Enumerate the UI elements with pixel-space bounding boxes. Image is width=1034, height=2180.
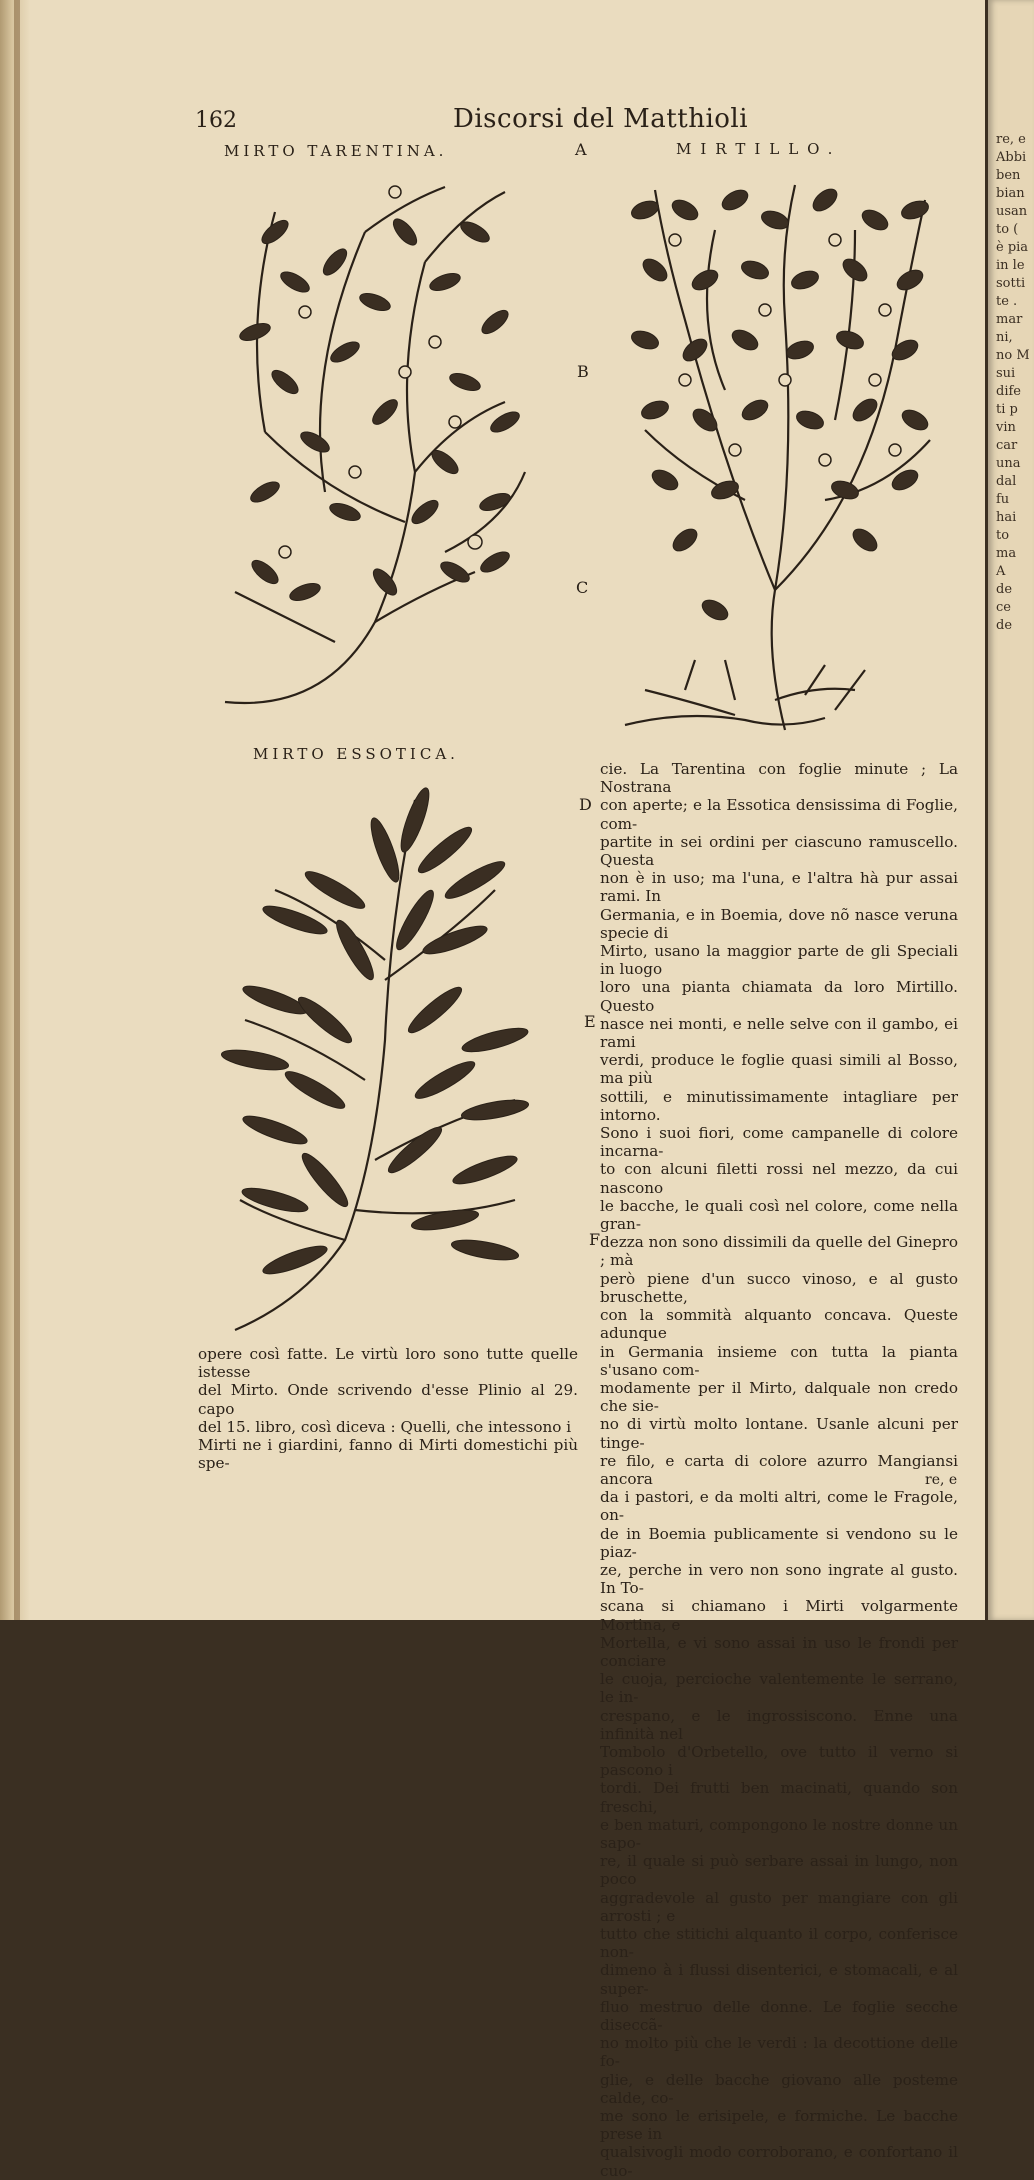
- text-line: glie, e delle bacche giovano alle posteme calde, co-: [600, 2070, 958, 2107]
- text-line: da i pastori, e da molti altri, come le Fragole, on-: [600, 1488, 958, 1525]
- margin-letter-c: C: [576, 578, 589, 597]
- text-line: tordi. Dei frutti ben macinati, quando son freschi,: [600, 1779, 958, 1816]
- facing-text: ma: [996, 546, 1017, 561]
- facing-text: de: [996, 618, 1013, 633]
- text-line: fluo mestruo delle donne. Le foglie secche diseccã-: [600, 1997, 958, 2035]
- facing-text: de: [996, 582, 1013, 597]
- text-line: sottili, e minutissimamente intagliare per intorno.: [600, 1087, 958, 1124]
- facing-text: usan: [996, 204, 1028, 219]
- facing-page-edge: [985, 0, 1034, 1620]
- margin-letter-e: E: [584, 1012, 596, 1031]
- woodcut-mirto-essotica: [215, 780, 545, 1335]
- text-line: opere così fatte. Le virtù loro sono tutte quelle istesse: [198, 1345, 578, 1382]
- text-line: modamente per il Mirto, dalquale non credo che sie-: [600, 1378, 958, 1416]
- text-line: re filo, e carta di colore azurro Mangiansi ancora: [600, 1451, 958, 1488]
- woodcut-mirto-tarentina: [205, 172, 535, 722]
- facing-text: vin: [996, 420, 1016, 435]
- facing-text: dife: [996, 384, 1021, 399]
- text-line: del 15. libro, così diceva : Quelli, che intessono i: [198, 1417, 572, 1436]
- facing-text: ti p: [996, 402, 1018, 417]
- text-line: del Mirto. Onde scrivendo d'esse Plinio al 29. capo: [198, 1381, 578, 1418]
- text-line: crespano, e le ingrossiscono. Enne una infinità nel: [600, 1706, 958, 1743]
- text-line: e ben maturi, compongono le nostre donne un sapo-: [600, 1815, 958, 1852]
- text-line: me sono le erisipele, e formiche. Le bacche prese in: [600, 2107, 958, 2144]
- text-line: Tombolo d'Orbetello, ove tutto il verno si pascono i: [600, 1742, 958, 1780]
- margin-letter-d: D: [579, 795, 592, 814]
- text-line: nasce nei monti, e nelle selve con il gambo, ei rami: [600, 1014, 958, 1052]
- text-line: Germania, e in Boemia, dove nõ nasce veruna specie di: [600, 905, 958, 942]
- facing-text: è pia: [996, 240, 1029, 255]
- facing-text: to: [996, 528, 1010, 543]
- facing-text: bian: [996, 186, 1025, 201]
- facing-text: car: [996, 438, 1018, 453]
- margin-letter-b: B: [577, 362, 589, 381]
- text-line: con aperte; e la Essotica densissima di Foglie, com-: [600, 796, 958, 833]
- text-line: in Germania insieme con tutta la pianta s'usano com-: [600, 1342, 958, 1379]
- right-column-text: [600, 760, 958, 2180]
- facing-text: re, e: [996, 132, 1026, 147]
- text-line: le cuoja, percioche valentemente le serrano, le in-: [600, 1670, 958, 1707]
- text-line: dimeno à i flussi disenterici, e stomacali, e al super-: [600, 1961, 958, 1998]
- facing-text: fu: [996, 492, 1010, 507]
- text-line: Mirto, usano la maggior parte de gli Speciali in luogo: [600, 942, 958, 979]
- text-line: qualsivogli modo corroborano, e confortano il cuo-: [600, 2143, 958, 2180]
- text-line: loro una pianta chiamata da loro Mirtillo. Questo: [600, 978, 958, 1015]
- text-line: con la sommità alquanto concava. Queste adunque: [600, 1306, 958, 1343]
- text-line: re, il quale si può serbare assai in lungo, non poco: [600, 1852, 958, 1889]
- catchword: re, e: [925, 1472, 958, 1488]
- facing-text: ce: [996, 600, 1011, 615]
- text-line: aggradevole al gusto per mangiare con gli arrosti ; e: [600, 1888, 958, 1925]
- text-line: de in Boemia publicamente si vendono su le piaz-: [600, 1524, 958, 1561]
- text-line: cie. La Tarentina con foglie minute ; La Nostrana: [600, 760, 958, 797]
- margin-letter-f: F: [589, 1230, 601, 1249]
- text-line: però piene d'un succo vinoso, e al gusto bruschette,: [600, 1269, 958, 1306]
- text-line: non è in uso; ma l'una, e l'altra hà pur assai rami. In: [600, 869, 958, 906]
- facing-text: ben: [996, 168, 1021, 183]
- facing-text: te .: [996, 294, 1018, 309]
- text-line: Mirti ne i giardini, fanno di Mirti domestichi più spe-: [198, 1436, 578, 1473]
- text-line: le bacche, le quali così nel colore, come nella gran-: [600, 1196, 958, 1234]
- page-number: 162: [195, 108, 237, 133]
- page-header: [195, 104, 955, 140]
- facing-text: to (: [996, 222, 1019, 237]
- margin-letter-a: A: [575, 140, 587, 159]
- facing-text: hai: [996, 510, 1017, 525]
- text-line: scana si chiamano i Mirti volgarmente Mortina, e: [600, 1597, 958, 1634]
- caption-mirto-essotica: MIRTO ESSOTICA.: [253, 745, 459, 763]
- text-line: tutto che stitichi alquanto il corpo, conferisce non-: [600, 1925, 958, 1962]
- text-line: verdi, produce le foglie quasi simili al Bosso, ma più: [600, 1051, 958, 1088]
- text-line: to con alcuni filetti rossi nel mezzo, da cui nascono: [600, 1160, 958, 1197]
- running-title: Discorsi del Matthioli: [453, 104, 749, 134]
- binding-edge: [14, 0, 20, 1620]
- left-column-text: [198, 1345, 578, 1472]
- facing-text: sotti: [996, 276, 1026, 291]
- text-line: ze, perche in vero non sono ingrate al gusto. In To-: [600, 1560, 958, 1598]
- text-line: no di virtù molto lontane. Usanle alcuni per tinge-: [600, 1415, 958, 1452]
- text-line: dezza non sono dissimili da quelle del Ginepro ; mà: [600, 1233, 958, 1270]
- facing-text: no M: [996, 348, 1030, 363]
- facing-text: mar: [996, 312, 1023, 327]
- facing-text: una: [996, 456, 1021, 471]
- facing-text: sui: [996, 366, 1016, 381]
- text-line: Sono i suoi fiori, come campanelle di colore incarna-: [600, 1124, 958, 1161]
- caption-mirtillo: MIRTILLO.: [676, 140, 842, 158]
- facing-text: ni,: [996, 330, 1013, 345]
- caption-mirto-tarentina: MIRTO TARENTINA.: [224, 142, 448, 160]
- facing-text: in le: [996, 258, 1025, 273]
- woodcut-mirtillo: [625, 170, 945, 755]
- text-line: no molto più che le verdi : la decottione delle fo-: [600, 2034, 958, 2071]
- text-line: Mortella, e vi sono assai in uso le frondi per conciare: [600, 1633, 958, 1670]
- text-line: partite in sei ordini per ciascuno ramuscello. Questa: [600, 832, 958, 870]
- facing-text: A: [996, 564, 1006, 579]
- facing-text: dal: [996, 474, 1017, 489]
- facing-text: Abbi: [996, 150, 1027, 165]
